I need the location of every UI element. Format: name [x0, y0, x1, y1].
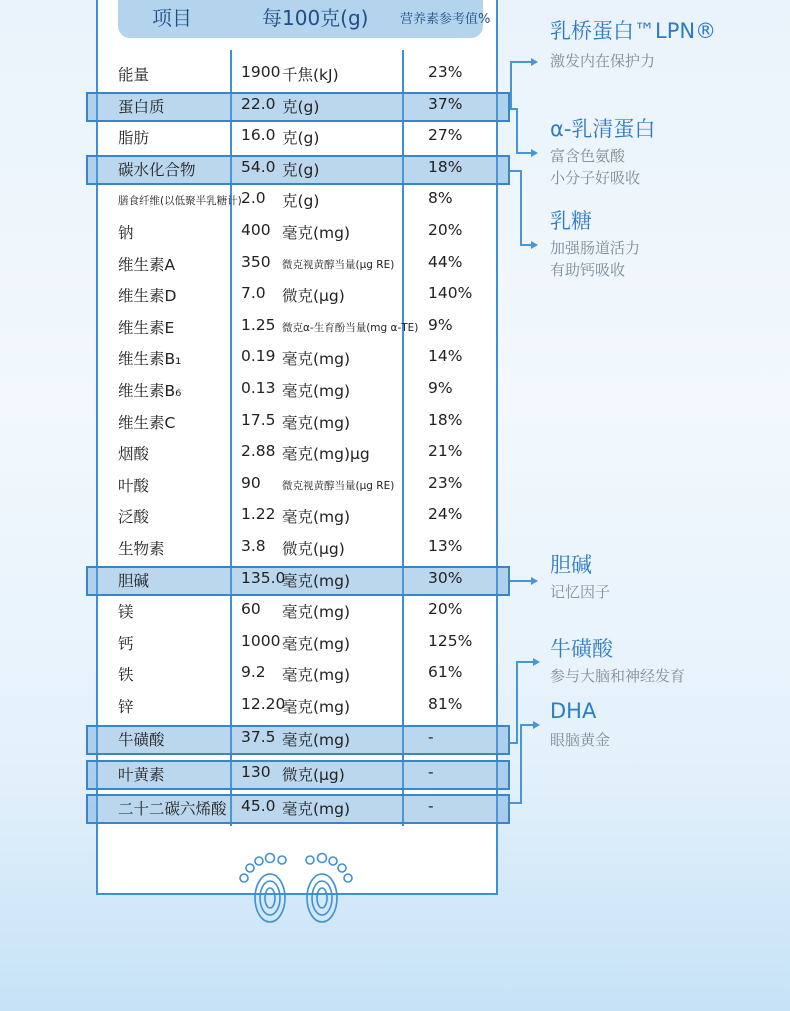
nutrient-nrv: 9% — [428, 379, 453, 397]
nutrient-name: 维生素B₆ — [118, 382, 182, 400]
nutrient-nrv: 18% — [428, 157, 463, 176]
table-row — [0, 534, 790, 564]
table-row — [0, 794, 790, 824]
nutrient-amount: 22.0 — [241, 94, 276, 113]
nutrient-nrv: - — [428, 728, 434, 746]
annotation-whey-title: α-乳清蛋白 — [550, 117, 656, 141]
nutrient-unit: 微克α-生育酚当量(mg α-TE) — [282, 321, 419, 334]
nutrient-amount: 1000 — [241, 631, 281, 650]
connector-line — [516, 108, 518, 153]
nutrient-name: 生物素 — [118, 540, 165, 558]
nutrient-name: 维生素A — [118, 255, 176, 274]
arrow-right-icon — [531, 58, 538, 66]
annotation-choline-sub: 记忆因子 — [550, 583, 611, 601]
arrow-right-icon — [531, 241, 538, 249]
nutrient-unit: 克(g) — [282, 160, 320, 179]
nutrient-name: 蛋白质 — [118, 97, 165, 116]
nutrient-unit: 毫克(mg) — [282, 698, 351, 716]
nutrient-amount: 1.22 — [241, 505, 276, 524]
nutrient-name: 钙 — [118, 634, 134, 653]
footprints-icon — [232, 848, 362, 928]
nutrient-unit: 毫克(mg) — [282, 800, 351, 818]
annotation-whey-sub2: 小分子好吸收 — [550, 169, 641, 187]
nutrient-amount: 0.19 — [241, 347, 276, 366]
arrow-right-icon — [533, 721, 540, 729]
nutrient-nrv: 21% — [428, 442, 463, 461]
nutrient-nrv: 20% — [428, 600, 463, 619]
nutrient-amount: 135.0 — [241, 568, 286, 587]
nutrient-nrv: 44% — [428, 252, 463, 271]
nutrient-name: 维生素D — [118, 287, 177, 306]
table-row — [0, 60, 790, 90]
nutrient-unit: 毫克(mg) — [282, 508, 351, 527]
nutrient-nrv: 27% — [428, 126, 463, 145]
table-row — [0, 597, 790, 627]
table-row — [0, 566, 790, 596]
connector-line — [510, 170, 520, 172]
nutrient-nrv: 24% — [428, 505, 463, 524]
arrow-right-icon — [531, 149, 538, 157]
nutrient-nrv: 23% — [428, 473, 463, 492]
nutrient-name: 维生素E — [118, 318, 175, 337]
nutrient-amount: 7.0 — [241, 284, 266, 303]
nutrient-unit: 毫克(mg) — [282, 666, 351, 685]
nutrient-unit: 微克(μg) — [282, 540, 345, 558]
table-row — [0, 471, 790, 501]
connector-line — [510, 802, 520, 804]
nutrient-amount: 1900 — [241, 63, 281, 81]
annotation-whey-sub1: 富含色氨酸 — [550, 147, 626, 165]
nutrient-nrv: 18% — [428, 410, 463, 429]
nutrient-nrv: 140% — [428, 284, 473, 303]
nutrient-unit: 微克(μg) — [282, 765, 345, 784]
nutrient-nrv: 61% — [428, 663, 463, 682]
nutrient-unit: 毫克(mg) — [282, 571, 351, 590]
nutrient-amount: 12.20 — [241, 695, 286, 713]
nutrient-name: 二十二碳六烯酸 — [118, 800, 227, 818]
annotation-lactose-sub2: 有助钙吸收 — [550, 261, 626, 279]
nutrient-amount: 3.8 — [241, 537, 266, 555]
table-row — [0, 760, 790, 790]
nutrient-amount: 0.13 — [241, 379, 276, 397]
table-row — [0, 155, 790, 185]
table-row — [0, 439, 790, 469]
table-row — [0, 250, 790, 280]
annotation-dha-title: DHA — [550, 699, 597, 723]
table-row — [0, 123, 790, 153]
nutrient-amount: 54.0 — [241, 157, 276, 176]
nutrient-name: 镁 — [118, 603, 134, 622]
header-nrv: 营养素参考值% — [400, 12, 491, 27]
nutrient-name: 维生素B₁ — [118, 350, 182, 369]
nutrient-unit: 克(g) — [282, 192, 320, 211]
nutrient-amount: 60 — [241, 600, 261, 619]
nutrient-unit: 微克(μg) — [282, 287, 345, 306]
nutrient-unit: 毫克(mg) — [282, 603, 351, 622]
nutrient-amount: 2.0 — [241, 189, 266, 208]
nutrient-nrv: 14% — [428, 347, 463, 366]
table-row — [0, 281, 790, 311]
table-row — [0, 376, 790, 406]
nutrient-nrv: 23% — [428, 63, 463, 81]
table-row — [0, 218, 790, 248]
nutrient-amount: 9.2 — [241, 663, 266, 682]
nutrient-name: 维生素C — [118, 413, 176, 432]
table-row — [0, 725, 790, 755]
nutrient-amount: 1.25 — [241, 315, 276, 334]
nutrient-nrv: 13% — [428, 537, 463, 555]
nutrient-name: 胆碱 — [118, 571, 150, 590]
nutrient-name: 膳食纤维(以低聚半乳糖计) — [118, 195, 242, 208]
table-row — [0, 313, 790, 343]
nutrient-nrv: 30% — [428, 568, 463, 587]
nutrient-amount: 400 — [241, 221, 271, 239]
nutrient-amount: 2.88 — [241, 442, 276, 461]
nutrient-amount: 130 — [241, 762, 271, 781]
nutrient-amount: 16.0 — [241, 126, 276, 145]
nutrient-nrv: 20% — [428, 221, 463, 239]
nutrient-unit: 毫克(mg) — [282, 731, 351, 749]
nutrient-unit: 微克视黄醇当量(μg RE) — [282, 258, 395, 271]
connector-line — [520, 724, 522, 804]
nutrient-name: 钠 — [118, 224, 134, 242]
nutrient-name: 铁 — [118, 666, 134, 685]
connector-line — [510, 580, 532, 582]
annotation-lpn-sub: 激发内在保护力 — [550, 52, 656, 70]
nutrient-unit: 克(g) — [282, 97, 320, 116]
nutrient-unit: 毫克(mg) — [282, 382, 351, 400]
table-row — [0, 344, 790, 374]
nutrient-nrv: 81% — [428, 695, 463, 713]
nutrient-name: 泛酸 — [118, 508, 150, 527]
connector-line — [516, 661, 518, 744]
connector-line — [510, 61, 512, 108]
table-row — [0, 408, 790, 438]
annotation-lpn-title: 乳桥蛋白™LPN® — [550, 19, 717, 43]
nutrient-nrv: - — [428, 797, 434, 815]
nutrient-name: 能量 — [118, 66, 150, 84]
header-per-100g: 每100克(g) — [262, 6, 369, 30]
connector-line — [520, 724, 534, 726]
nutrient-name: 烟酸 — [118, 445, 150, 464]
table-row — [0, 692, 790, 722]
annotation-dha-sub: 眼脑黄金 — [550, 731, 611, 749]
nutrient-amount: 37.5 — [241, 728, 276, 746]
nutrient-unit: 毫克(mg)μg — [282, 445, 370, 464]
nutrient-unit: 毫克(mg) — [282, 634, 351, 653]
nutrient-nrv: 8% — [428, 189, 453, 208]
arrow-right-icon — [531, 577, 538, 585]
arrow-right-icon — [533, 658, 540, 666]
connector-line — [516, 661, 534, 663]
nutrient-amount: 350 — [241, 252, 271, 271]
nutrient-name: 叶酸 — [118, 476, 150, 495]
connector-line — [516, 152, 532, 154]
nutrient-amount: 17.5 — [241, 410, 276, 429]
nutrient-unit: 千焦(kJ) — [282, 66, 339, 84]
header-item: 项目 — [152, 6, 192, 30]
table-row — [0, 629, 790, 659]
table-row — [0, 92, 790, 122]
annotation-choline-title: 胆碱 — [550, 553, 592, 577]
nutrient-unit: 毫克(mg) — [282, 224, 351, 242]
nutrient-unit: 毫克(mg) — [282, 413, 351, 432]
annotation-taurine-sub: 参与大脑和神经发育 — [550, 667, 686, 685]
annotation-lactose-sub1: 加强肠道活力 — [550, 239, 641, 257]
nutrient-unit: 克(g) — [282, 129, 320, 148]
nutrient-nrv: 37% — [428, 94, 463, 113]
nutrient-nrv: 9% — [428, 315, 453, 334]
nutrient-amount: 90 — [241, 473, 261, 492]
nutrient-amount: 45.0 — [241, 797, 276, 815]
nutrient-unit: 微克视黄醇当量(μg RE) — [282, 479, 395, 492]
nutrient-name: 碳水化合物 — [118, 160, 196, 179]
nutrient-name: 牛磺酸 — [118, 731, 165, 749]
connector-line — [520, 170, 522, 245]
table-row — [0, 186, 790, 216]
nutrient-nrv: 125% — [428, 631, 473, 650]
nutrient-nrv: - — [428, 762, 434, 781]
nutrient-unit: 毫克(mg) — [282, 350, 351, 369]
nutrient-name: 叶黄素 — [118, 765, 165, 784]
annotation-lactose-title: 乳糖 — [550, 209, 592, 233]
table-row — [0, 502, 790, 532]
nutrient-name: 锌 — [118, 698, 134, 716]
nutrient-name: 脂肪 — [118, 129, 150, 148]
annotation-taurine-title: 牛磺酸 — [550, 637, 613, 661]
connector-line — [510, 61, 532, 63]
